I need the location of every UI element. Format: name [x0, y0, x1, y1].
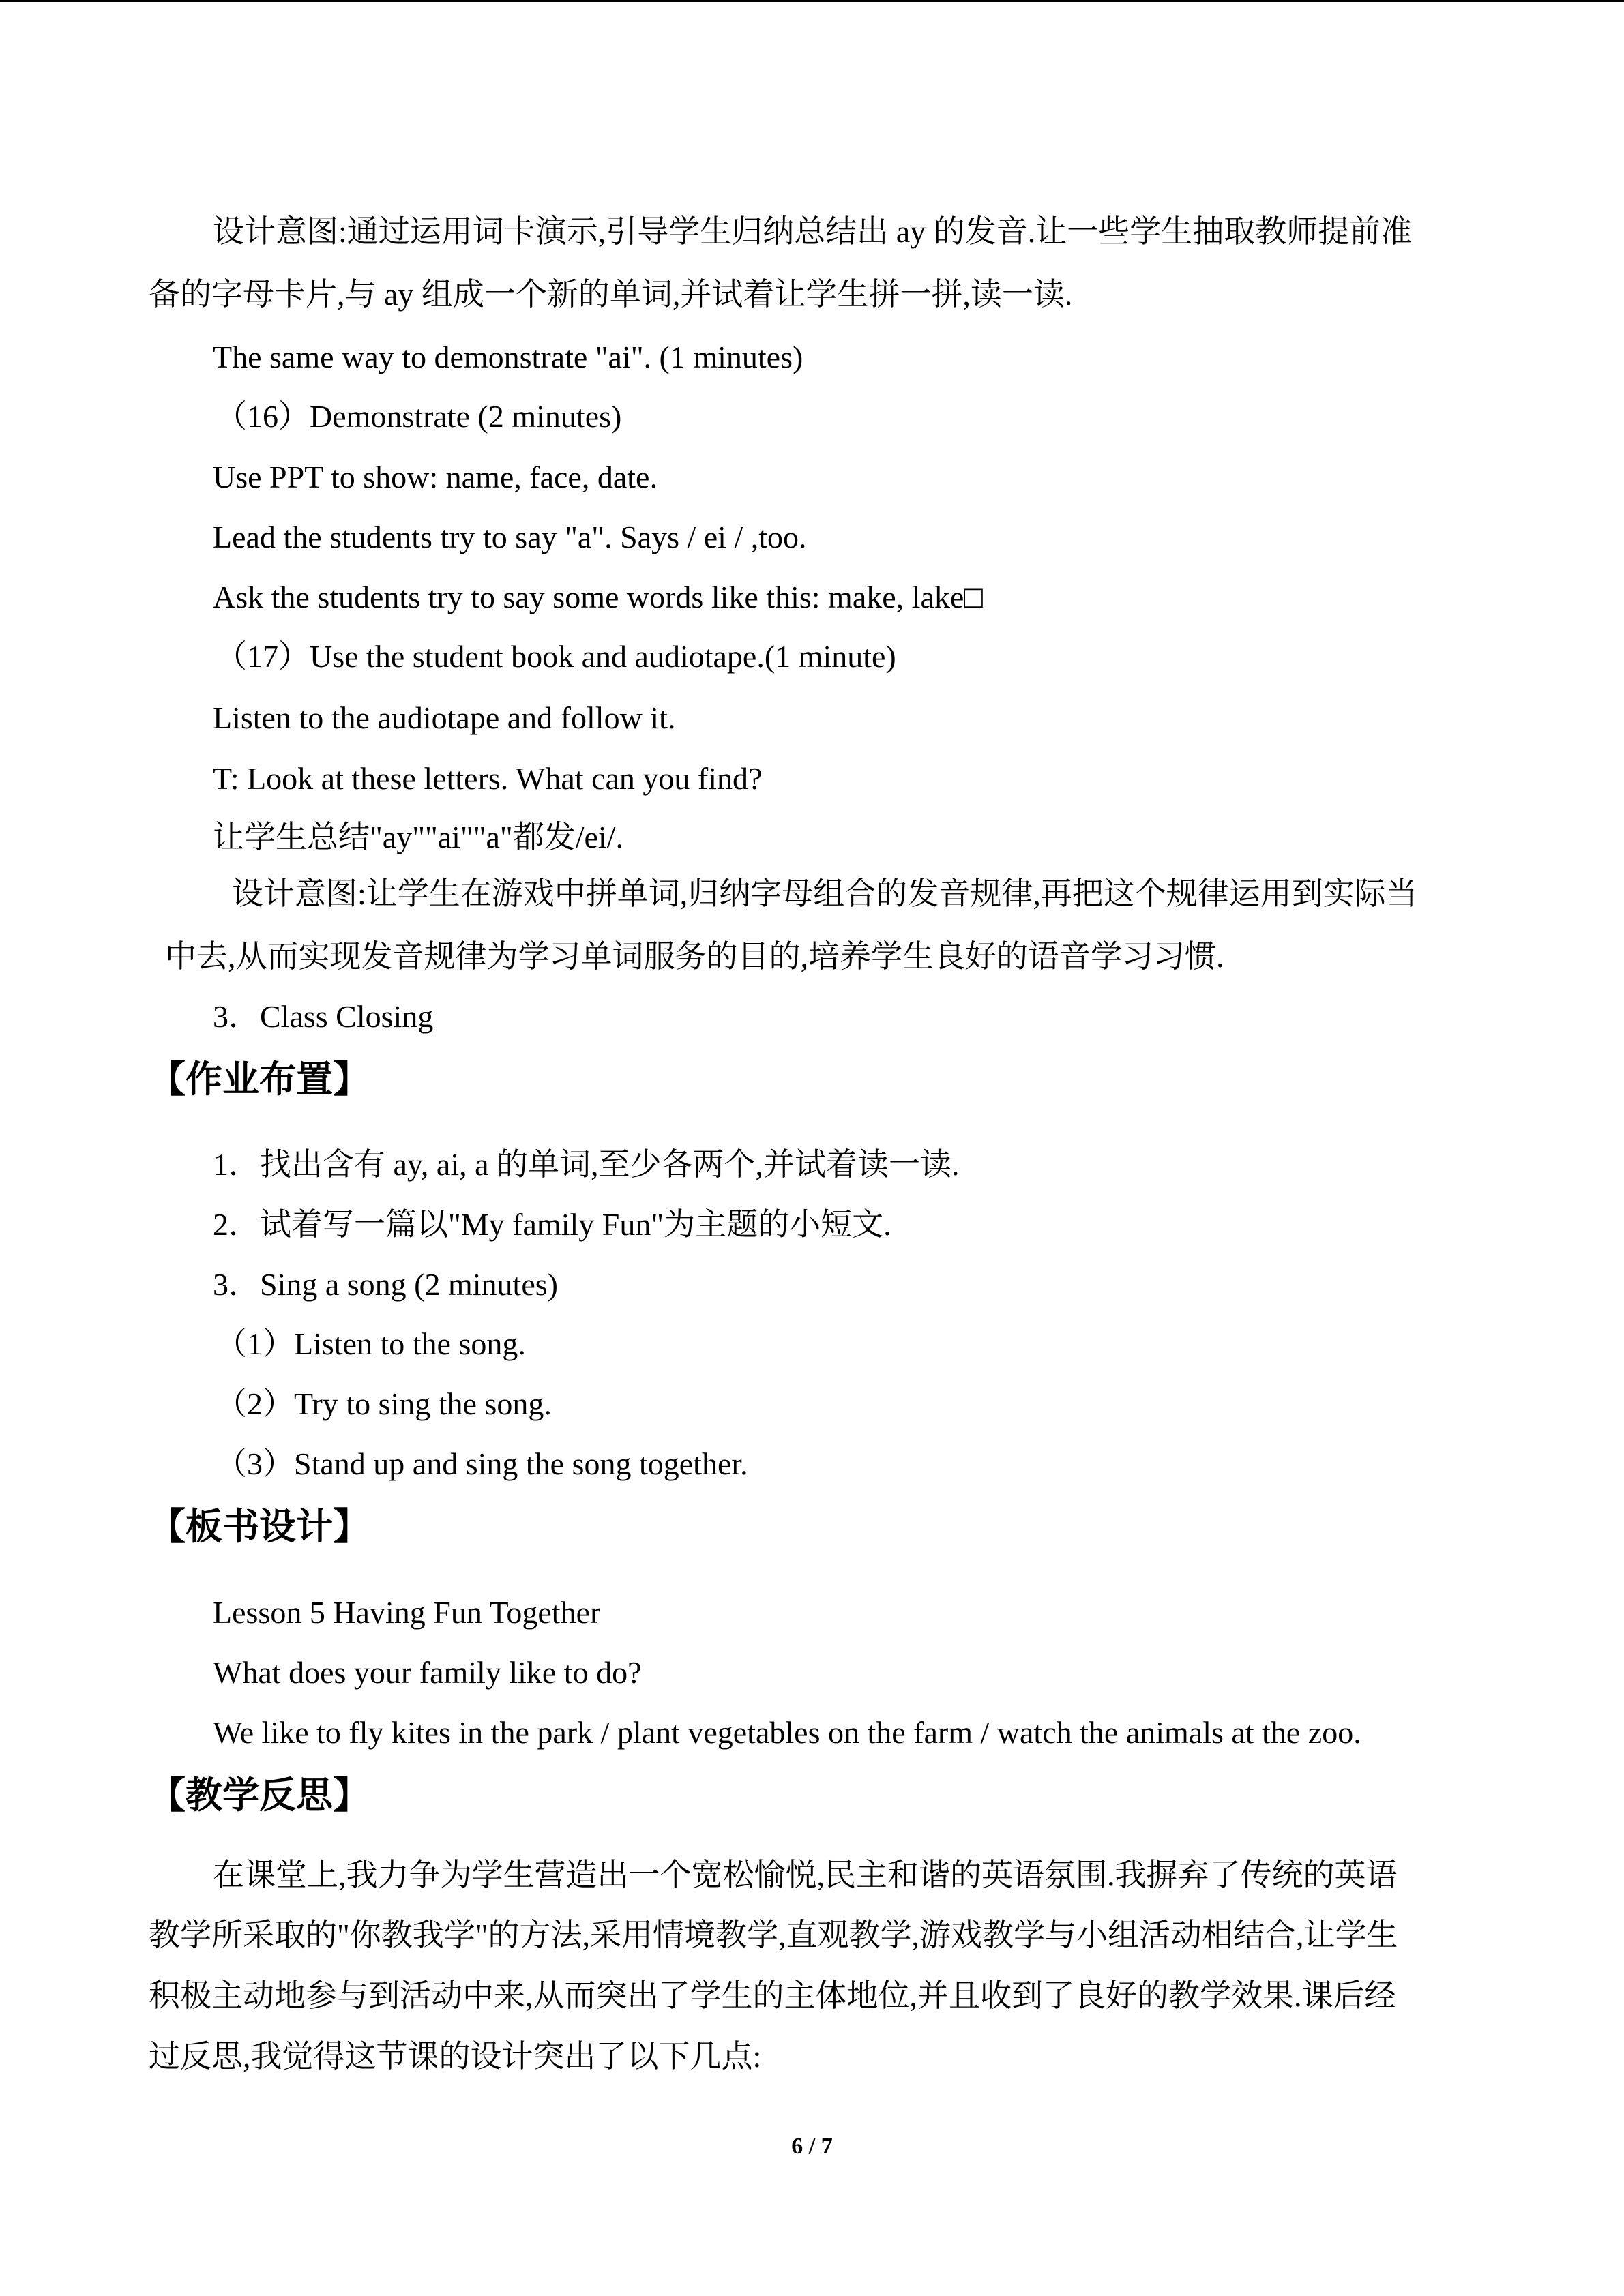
design-intent-paragraph-line: 备的字母卡片,与 ay 组成一个新的单词,并试着让学生拼一拼,读一读.: [149, 277, 1073, 312]
design-intent-paragraph-line: 中去,从而实现发音规律为学习单词服务的目的,培养学生良好的语音学习习惯.: [165, 939, 1224, 974]
homework-item: 3．Sing a song (2 minutes): [213, 1267, 558, 1302]
step-heading: （16）Demonstrate (2 minutes): [216, 399, 622, 434]
reflection-paragraph-line: 过反思,我觉得这节课的设计突出了以下几点:: [149, 2039, 762, 2074]
homework-item: 2．试着写一篇以"My family Fun"为主题的小短文.: [213, 1207, 891, 1242]
board-line: We like to fly kites in the park / plant vegetables on the farm / watch the animals at the zoo.: [213, 1715, 1361, 1750]
text-line: T: Look at these letters. What can you find?: [213, 761, 763, 796]
reflection-heading: 【教学反思】: [149, 1774, 370, 1817]
board-line: What does your family like to do?: [213, 1655, 642, 1690]
reflection-paragraph-line: 积极主动地参与到活动中来,从而突出了学生的主体地位,并且收到了良好的教学效果.课后经: [149, 1978, 1396, 2013]
text-line: Ask the students try to say some words like this: make, lake□: [213, 580, 984, 614]
text-line: Use PPT to show: name, face, date.: [213, 460, 658, 494]
text-line: The same way to demonstrate "ai". (1 minutes): [213, 340, 803, 374]
homework-subitem: （1）Listen to the song.: [216, 1326, 526, 1361]
homework-item: 1．找出含有 ay, ai, a 的单词,至少各两个,并试着读一读.: [213, 1147, 960, 1182]
homework-heading: 【作业布置】: [149, 1058, 370, 1101]
homework-subitem: （2）Try to sing the song.: [216, 1386, 552, 1421]
design-intent-paragraph-line: 设计意图:让学生在游戏中拼单词,归纳字母组合的发音规律,再把这个规律运用到实际当: [232, 876, 1417, 911]
board-design-heading: 【板书设计】: [149, 1505, 370, 1548]
reflection-paragraph-line: 教学所采取的"你教我学"的方法,采用情境教学,直观教学,游戏教学与小组活动相结合,让学生: [149, 1918, 1398, 1952]
text-line: 让学生总结"ay""ai""a"都发/ei/.: [213, 820, 623, 854]
page-number: 6 / 7: [791, 2134, 833, 2159]
text-line: Lead the students try to say "a". Says / ei / ,too.: [213, 520, 807, 554]
top-border-rule: [0, 0, 1624, 2]
reflection-paragraph-line: 在课堂上,我力争为学生营造出一个宽松愉悦,民主和谐的英语氛围.我摒弃了传统的英语: [213, 1858, 1398, 1892]
homework-subitem: （3）Stand up and sing the song together.: [216, 1446, 748, 1481]
section-step-closing: 3．Class Closing: [213, 999, 434, 1034]
text-line: Listen to the audiotape and follow it.: [213, 700, 676, 735]
board-line: Lesson 5 Having Fun Together: [213, 1595, 601, 1630]
step-heading: （17）Use the student book and audiotape.(1 minute): [216, 639, 896, 674]
design-intent-paragraph-line: 设计意图:通过运用词卡演示,引导学生归纳总结出 ay 的发音.让一些学生抽取教师提前准: [213, 214, 1413, 249]
